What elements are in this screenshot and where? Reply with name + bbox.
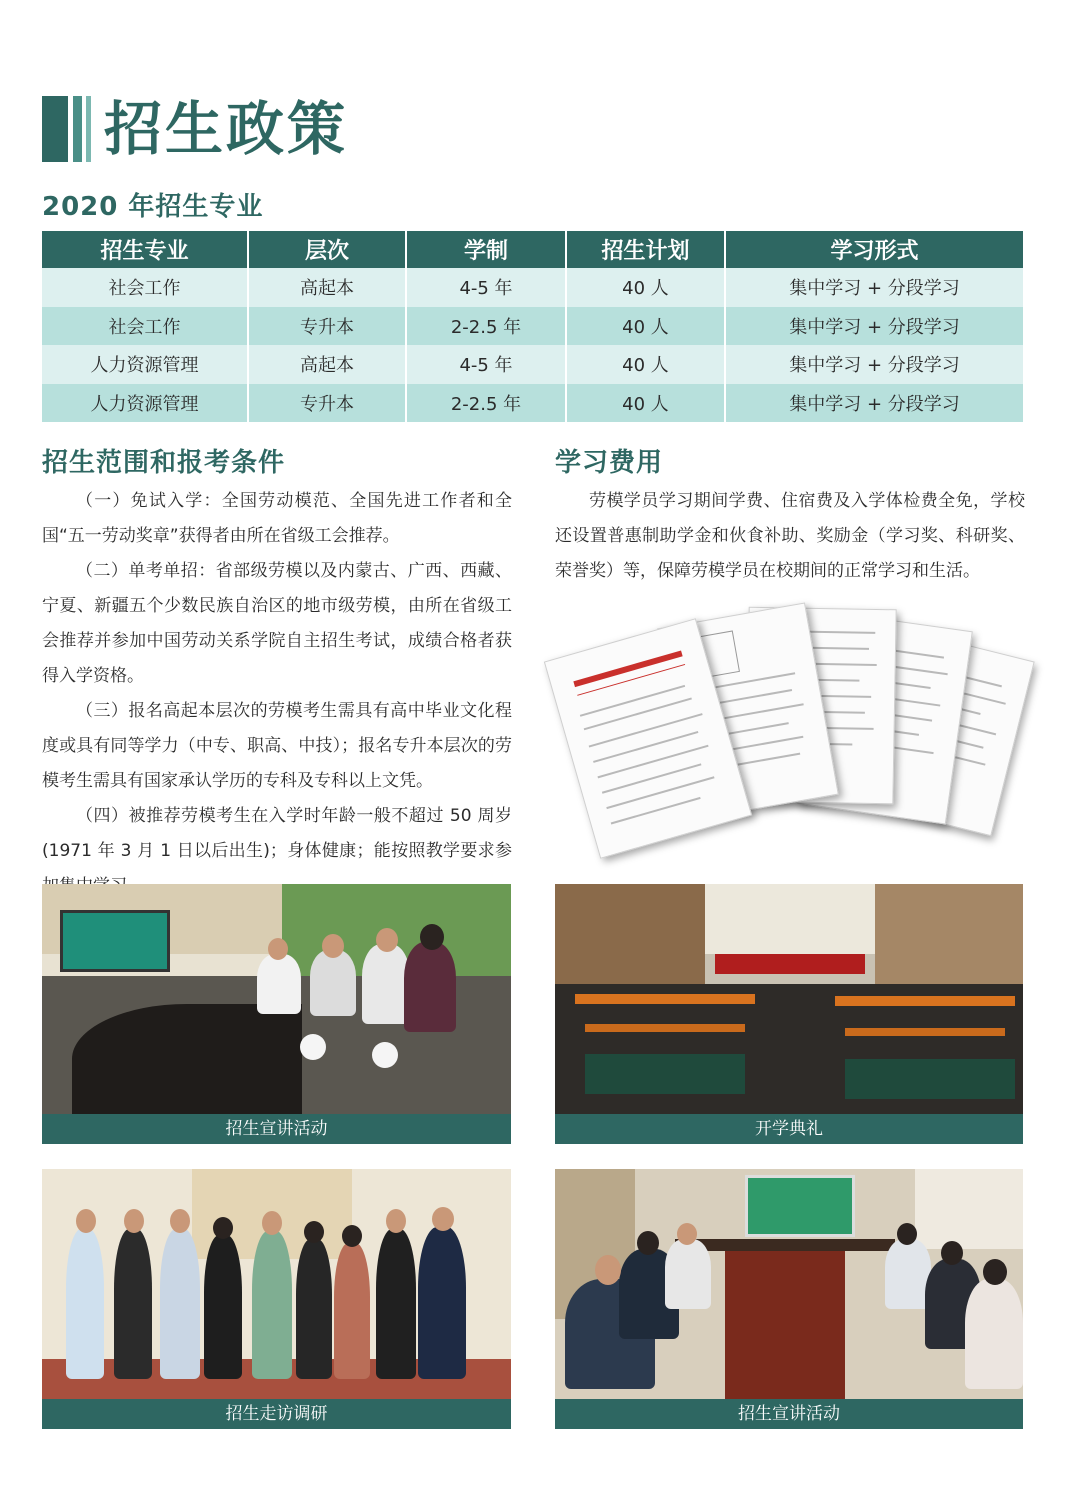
- fees-paragraph: 劳模学员学习期间学费、住宿费及入学体检费全免，学校还设置普惠制助学金和伙食补助、奖励金（学习奖、科研奖、荣誉奖）等，保障劳模学员在校期间的正常学习和生活。: [555, 491, 1025, 581]
- table-row: [42, 268, 1023, 307]
- table-cell: 集中学习 + 分段学习: [725, 345, 1023, 384]
- column-header: 学习形式: [725, 231, 1023, 268]
- photo-card: [555, 1169, 1023, 1429]
- majors-table: [42, 231, 1023, 422]
- fees-heading: 学习费用: [555, 448, 664, 478]
- page-title: 招生政策: [104, 95, 349, 163]
- column-header: 学制: [406, 231, 566, 268]
- table-cell: 2-2.5 年: [406, 307, 566, 346]
- photo-card: [42, 884, 511, 1144]
- photo-caption: 招生宣讲活动: [555, 1399, 1023, 1429]
- table-cell: 专升本: [248, 307, 406, 346]
- table-cell: 集中学习 + 分段学习: [725, 268, 1023, 307]
- photo-caption: 招生宣讲活动: [42, 1114, 511, 1144]
- scope-paragraph: （一）免试入学：全国劳动模范、全国先进工作者和全国“五一劳动奖章”获得者由所在省级工会推荐。: [42, 491, 512, 546]
- table-header-row: [42, 231, 1023, 268]
- column-header: 招生计划: [566, 231, 725, 268]
- table-row: [42, 307, 1023, 346]
- table-cell: 高起本: [248, 345, 406, 384]
- photo-meeting: [42, 884, 511, 1114]
- photo-group: [42, 1169, 511, 1399]
- table-cell: 集中学习 + 分段学习: [725, 384, 1023, 423]
- table-cell: 社会工作: [42, 307, 248, 346]
- table-cell: 人力资源管理: [42, 384, 248, 423]
- table-cell: 2-2.5 年: [406, 384, 566, 423]
- scope-paragraph: （三）报名高起本层次的劳模考生需具有高中毕业文化程度或具有同等学力（中专、职高、中技）；报名专升本层次的劳模考生需具有国家承认学历的专科及专科以上文凭。: [42, 701, 512, 791]
- table-cell: 集中学习 + 分段学习: [725, 307, 1023, 346]
- scope-heading: 招生范围和报考条件: [42, 448, 286, 478]
- photo-caption: 开学典礼: [555, 1114, 1023, 1144]
- table-cell: 40 人: [566, 384, 725, 423]
- table-cell: 专升本: [248, 384, 406, 423]
- column-header: 层次: [248, 231, 406, 268]
- table-cell: 高起本: [248, 268, 406, 307]
- scope-paragraph: （二）单考单招：省部级劳模以及内蒙古、广西、西藏、宁夏、新疆五个少数民族自治区的地市级劳模，由所在省级工会推荐并参加中国劳动关系学院自主招生考试，成绩合格者获得入学资格。: [42, 561, 512, 686]
- photo-seminar: [555, 1169, 1023, 1399]
- table-row: [42, 384, 1023, 423]
- table-cell: 40 人: [566, 345, 725, 384]
- table-cell: 40 人: [566, 268, 725, 307]
- table-cell: 社会工作: [42, 268, 248, 307]
- documents-illustration: [555, 606, 1025, 852]
- majors-heading: 2020 年招生专业: [42, 192, 264, 222]
- photo-caption: 招生走访调研: [42, 1399, 511, 1429]
- table-cell: 40 人: [566, 307, 725, 346]
- scope-text: [42, 484, 512, 904]
- photo-ceremony: [555, 884, 1023, 1114]
- table-row: [42, 345, 1023, 384]
- table-cell: 人力资源管理: [42, 345, 248, 384]
- photo-card: [42, 1169, 511, 1429]
- column-header: 招生专业: [42, 231, 248, 268]
- table-cell: 4-5 年: [406, 345, 566, 384]
- fees-text: [555, 484, 1025, 589]
- title-accent-bars: [42, 96, 96, 162]
- table-cell: 4-5 年: [406, 268, 566, 307]
- photo-card: [555, 884, 1023, 1144]
- scope-paragraph: （四）被推荐劳模考生在入学时年龄一般不超过 50 周岁 (1971 年 3 月 1 日以后出生)；身体健康；能按照教学要求参: [42, 806, 512, 861]
